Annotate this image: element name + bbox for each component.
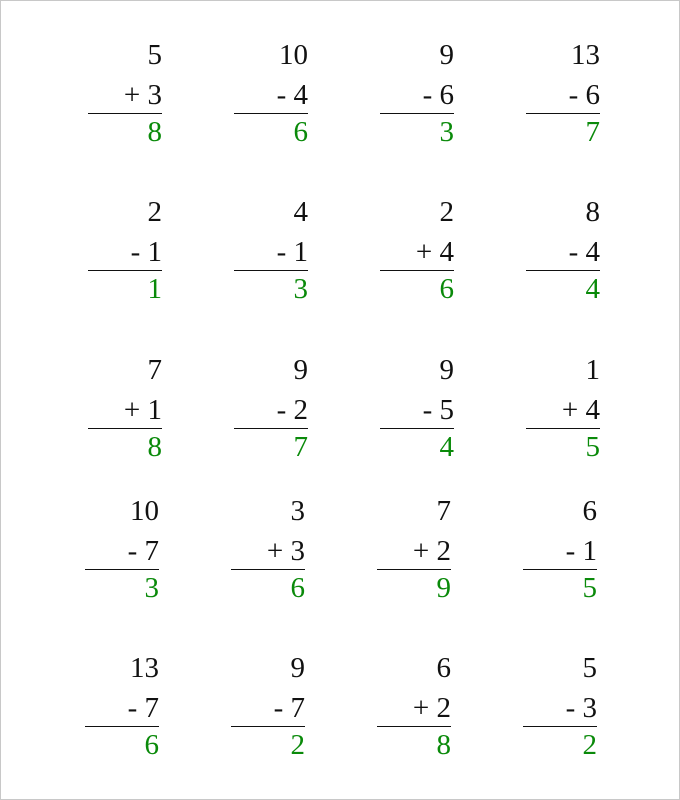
answer: 3: [439, 116, 454, 148]
top-number: 7: [436, 495, 451, 527]
answer: 2: [290, 729, 305, 761]
operand: - 7: [127, 535, 159, 567]
problem-r2-c1: [88, 192, 162, 309]
answer: 4: [585, 273, 600, 305]
problem-r1-c3: [380, 35, 454, 152]
answer: 8: [147, 116, 162, 148]
operand: + 4: [561, 394, 600, 426]
answer: 9: [436, 572, 451, 604]
operand: - 4: [568, 236, 600, 268]
operand: - 7: [273, 692, 305, 724]
answer: 2: [582, 729, 597, 761]
problem-r5-c3: [377, 648, 451, 765]
answer: 4: [439, 431, 454, 463]
top-number: 7: [147, 354, 162, 386]
answer: 6: [290, 572, 305, 604]
top-number: 6: [582, 495, 597, 527]
answer: 6: [293, 116, 308, 148]
problem-r4-c4: [523, 491, 597, 608]
operand: + 3: [123, 79, 162, 111]
top-number: 10: [130, 495, 159, 527]
top-number: 13: [571, 39, 600, 71]
top-number: 2: [439, 196, 454, 228]
problem-r4-c2: [231, 491, 305, 608]
operand: - 6: [422, 79, 454, 111]
top-number: 10: [279, 39, 308, 71]
answer: 1: [147, 273, 162, 305]
problem-r5-c4: [523, 648, 597, 765]
top-number: 6: [436, 652, 451, 684]
answer: 6: [144, 729, 159, 761]
answer: 5: [585, 431, 600, 463]
problem-r3-c3: [380, 350, 454, 467]
answer: 3: [144, 572, 159, 604]
top-number: 8: [585, 196, 600, 228]
operand: - 1: [565, 535, 597, 567]
answer: 5: [582, 572, 597, 604]
problem-r3-c1: [88, 350, 162, 467]
operand: - 3: [565, 692, 597, 724]
operand: - 2: [276, 394, 308, 426]
answer: 8: [436, 729, 451, 761]
top-number: 3: [290, 495, 305, 527]
operand: + 2: [412, 535, 451, 567]
answer: 8: [147, 431, 162, 463]
top-number: 1: [585, 354, 600, 386]
problem-r2-c2: [234, 192, 308, 309]
operand: - 1: [130, 236, 162, 268]
operand: - 7: [127, 692, 159, 724]
answer: 3: [293, 273, 308, 305]
problem-r5-c1: [85, 648, 159, 765]
problem-r4-c1: [85, 491, 159, 608]
problem-r5-c2: [231, 648, 305, 765]
operand: - 1: [276, 236, 308, 268]
answer: 7: [293, 431, 308, 463]
top-number: 9: [293, 354, 308, 386]
operand: - 5: [422, 394, 454, 426]
problem-r1-c1: [88, 35, 162, 152]
answer: 7: [585, 116, 600, 148]
operand: + 4: [415, 236, 454, 268]
top-number: 5: [582, 652, 597, 684]
operand: + 3: [266, 535, 305, 567]
operand: + 2: [412, 692, 451, 724]
problem-r2-c4: [526, 192, 600, 309]
top-number: 9: [290, 652, 305, 684]
operand: - 6: [568, 79, 600, 111]
problem-r3-c4: [526, 350, 600, 467]
top-number: 9: [439, 354, 454, 386]
problem-r1-c2: [234, 35, 308, 152]
top-number: 9: [439, 39, 454, 71]
top-number: 2: [147, 196, 162, 228]
problem-r1-c4: [526, 35, 600, 152]
problem-r3-c2: [234, 350, 308, 467]
top-number: 4: [293, 196, 308, 228]
operand: - 4: [276, 79, 308, 111]
problem-r4-c3: [377, 491, 451, 608]
top-number: 5: [147, 39, 162, 71]
problem-r2-c3: [380, 192, 454, 309]
answer: 6: [439, 273, 454, 305]
operand: + 1: [123, 394, 162, 426]
top-number: 13: [130, 652, 159, 684]
